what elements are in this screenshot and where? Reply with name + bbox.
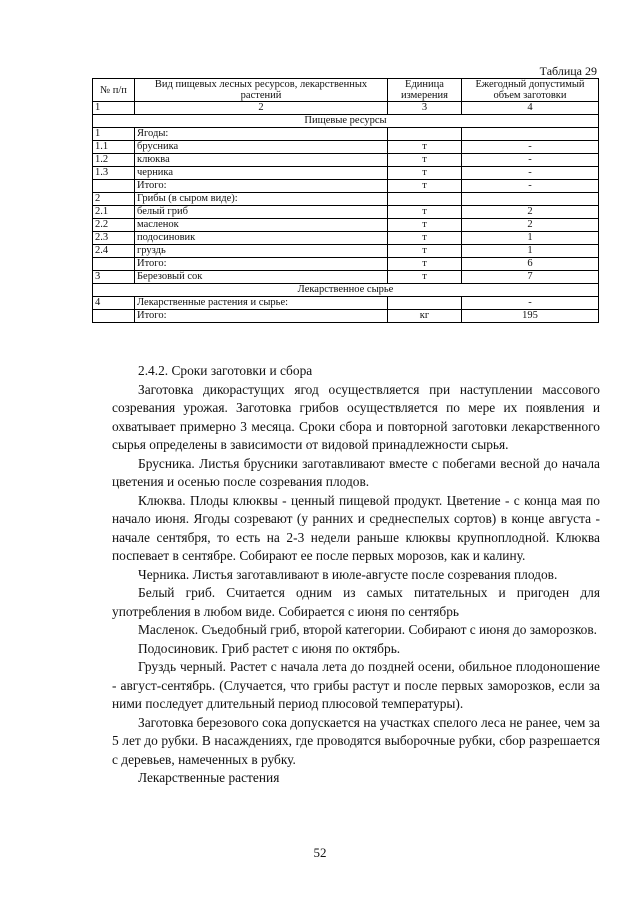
- row-name: брусника: [135, 141, 388, 154]
- row-name: Итого:: [135, 258, 388, 271]
- table-row: [93, 245, 599, 258]
- row-num: 2.1: [93, 206, 135, 219]
- row-name: масленок: [135, 219, 388, 232]
- column-number: 4: [462, 102, 599, 115]
- row-name: Ягоды:: [135, 128, 388, 141]
- row-unit: т: [388, 245, 462, 258]
- row-unit: т: [388, 180, 462, 193]
- row-unit: [388, 128, 462, 141]
- section-heading: 2.4.2. Сроки заготовки и сбора: [138, 363, 313, 378]
- table-row: [93, 154, 599, 167]
- header-num: № п/п: [93, 79, 135, 102]
- resources-table: [92, 78, 599, 323]
- row-name: груздь: [135, 245, 388, 258]
- table-row: [93, 206, 599, 219]
- row-name: Грибы (в сыром виде):: [135, 193, 388, 206]
- header-name: Вид пищевых лесных ресурсов, лекарственных растений: [135, 79, 388, 102]
- row-name: подосиновик: [135, 232, 388, 245]
- column-number: 3: [388, 102, 462, 115]
- row-value: 1: [462, 245, 599, 258]
- table-row: [93, 128, 599, 141]
- row-unit: т: [388, 206, 462, 219]
- section-row-food: [93, 115, 599, 128]
- table-row: [93, 193, 599, 206]
- table-row-grand-total: [93, 310, 599, 323]
- page-number: 52: [313, 845, 327, 860]
- section-row-medicinal: [93, 284, 599, 297]
- body-text: [112, 362, 600, 788]
- row-value: 2: [462, 206, 599, 219]
- row-value: 195: [462, 310, 599, 323]
- row-num: 2.3: [93, 232, 135, 245]
- row-num: 1.2: [93, 154, 135, 167]
- row-name: клюква: [135, 154, 388, 167]
- row-value: -: [462, 180, 599, 193]
- row-num: 4: [93, 297, 135, 310]
- row-value: 6: [462, 258, 599, 271]
- paragraph: Заготовка березового сока допускается на участках спелого леса не ранее, чем за 5 лет до рубки. В насаждениях, где проводятся выборочные рубки, сбор разрешается с деревьев, намеченных в рубку.: [112, 714, 600, 767]
- paragraph: Груздь черный. Растет с начала лета до поздней осени, обильное плодоношение - август-сентябрь. (Случается, что грибы растут и после первых заморозков, если за ними последует длительный период плюсовой температуры).: [112, 659, 600, 711]
- row-value: -: [462, 167, 599, 180]
- row-unit: [388, 297, 462, 310]
- table-row: [93, 167, 599, 180]
- table-row: [93, 219, 599, 232]
- row-unit: т: [388, 258, 462, 271]
- row-value: 7: [462, 271, 599, 284]
- row-value: -: [462, 297, 599, 310]
- paragraph: Черника. Листья заготавливают в июле-августе после созревания плодов.: [138, 566, 558, 582]
- row-name: Березовый сок: [135, 271, 388, 284]
- paragraph: Брусника. Листья брусники заготавливают вместе с побегами весной до начала цветения и осенью после созревания плодов.: [112, 455, 600, 489]
- row-unit: [388, 193, 462, 206]
- table-row: [93, 232, 599, 245]
- table-row-total: [93, 180, 599, 193]
- row-unit: кг: [388, 310, 462, 323]
- header-volume: Ежегодный допустимый объем заготовки: [462, 79, 599, 102]
- column-numbers-row: [93, 102, 599, 115]
- row-name: черника: [135, 167, 388, 180]
- row-value: -: [462, 141, 599, 154]
- table-row: [93, 297, 599, 310]
- paragraph: Масленок. Съедобный гриб, второй категории. Собирают с июня до заморозков.: [138, 622, 598, 637]
- row-value: [462, 193, 599, 206]
- row-num: 1.1: [93, 141, 135, 154]
- row-unit: т: [388, 271, 462, 284]
- row-name: Итого:: [135, 310, 388, 323]
- paragraph: Клюква. Плоды клюквы - ценный пищевой продукт. Цветение - с конца мая по начало июня. Ягоды созревают (у ранних и среднеспелых сортов) в конце августа - начале сентября, то есть на 2-3 недели раньше клюквы крупноплодной. Клюква поспевает в сентябре. Собирают ее после первых морозов, как и калину.: [112, 492, 600, 563]
- row-num: 3: [93, 271, 135, 284]
- paragraph: Подосиновик. Гриб растет с июня по октябрь.: [138, 640, 401, 656]
- header-unit: Единица измерения: [388, 79, 462, 102]
- row-unit: т: [388, 154, 462, 167]
- row-num: 2.2: [93, 219, 135, 232]
- row-num: 2.4: [93, 245, 135, 258]
- row-value: [462, 128, 599, 141]
- table-caption: Таблица 29: [539, 64, 597, 78]
- paragraph: Заготовка дикорастущих ягод осуществляется при наступлении массового созревания урожая. Заготовка грибов осуществляется по мере их появления и охватывает примерно 3 месяца. Сроки сбора и повторной заготовки лекарственного сырья определены в зависимости от видовой принадлежности сырья.: [112, 381, 600, 452]
- row-name: Итого:: [135, 180, 388, 193]
- row-num: [93, 258, 135, 271]
- table-row: [93, 141, 599, 154]
- row-num: [93, 310, 135, 323]
- table-header-row: [93, 79, 599, 102]
- row-unit: т: [388, 219, 462, 232]
- row-value: 2: [462, 219, 599, 232]
- row-name: белый гриб: [135, 206, 388, 219]
- column-number: 1: [93, 102, 135, 115]
- row-num: 2: [93, 193, 135, 206]
- row-num: 1: [93, 128, 135, 141]
- row-unit: т: [388, 232, 462, 245]
- row-num: [93, 180, 135, 193]
- row-num: 1.3: [93, 167, 135, 180]
- table-row: [93, 271, 599, 284]
- row-unit: т: [388, 167, 462, 180]
- row-value: 1: [462, 232, 599, 245]
- row-unit: т: [388, 141, 462, 154]
- paragraph: Лекарственные растения: [138, 770, 280, 785]
- section-title-medicinal: Лекарственное сырье: [93, 284, 599, 297]
- table-row-total: [93, 258, 599, 271]
- row-name: Лекарственные растения и сырье:: [135, 297, 388, 310]
- column-number: 2: [135, 102, 388, 115]
- paragraph: Белый гриб. Считается одним из самых питательных и пригоден для употребления в любом виде. Собирается с июня по сентябрь: [112, 585, 600, 619]
- row-value: -: [462, 154, 599, 167]
- section-title-food: Пищевые ресурсы: [93, 115, 599, 128]
